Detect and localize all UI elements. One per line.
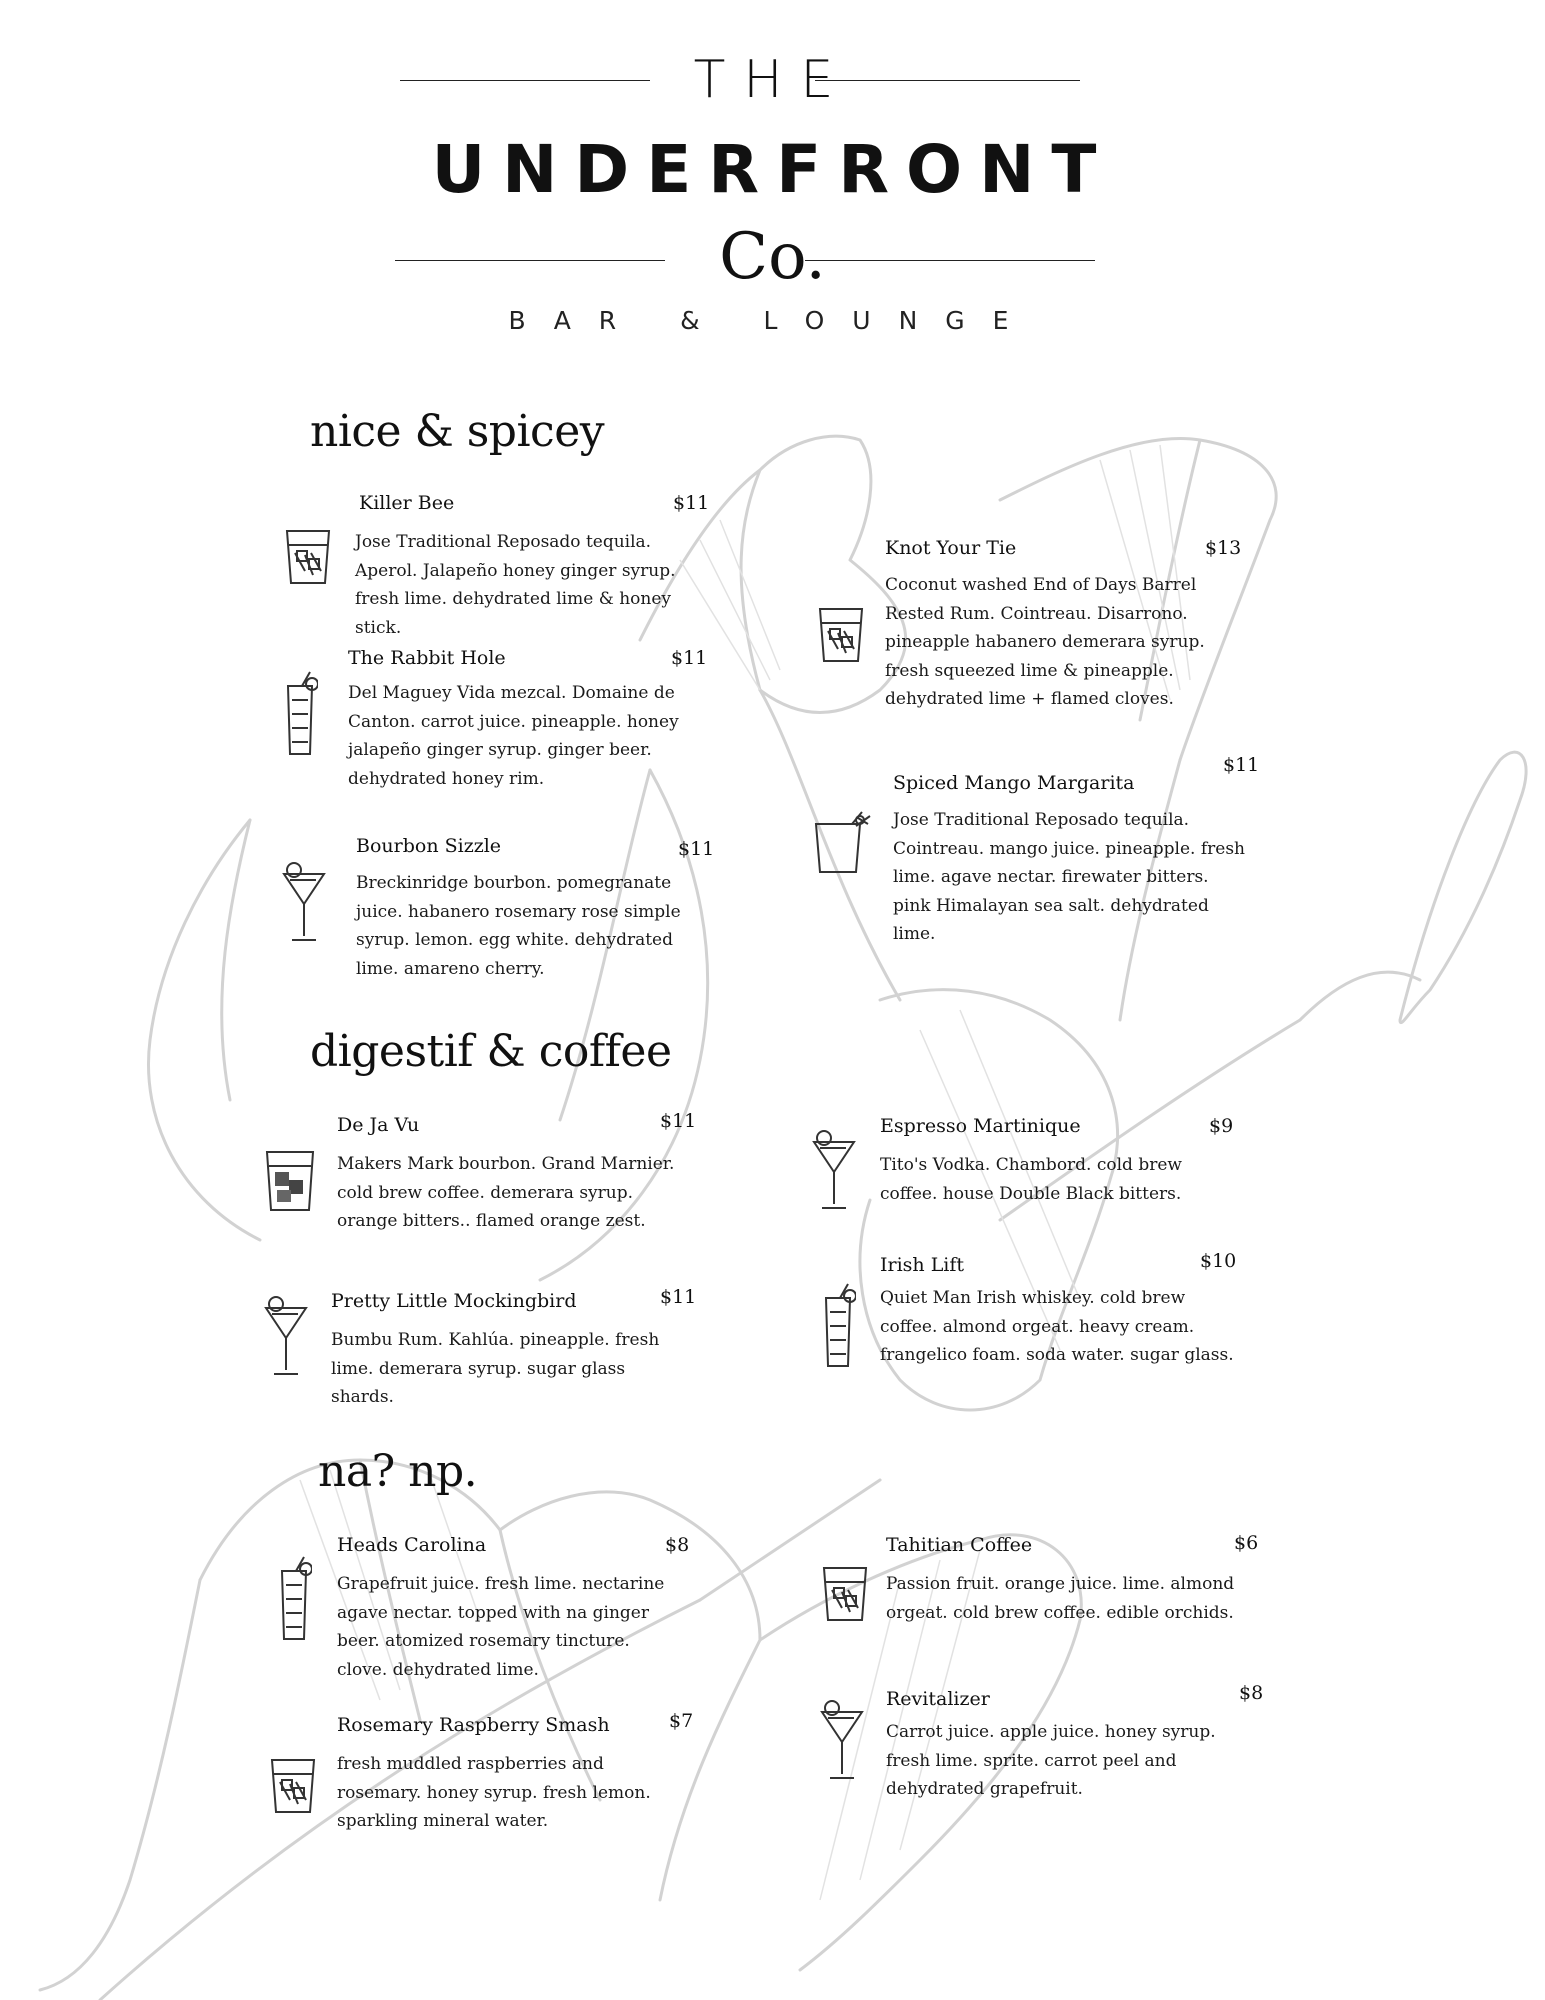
item-description: [885, 571, 1205, 714]
description-line: Coconut washed End of Days Barrel: [885, 575, 1197, 595]
menu-item-heads-carolina: [337, 1532, 717, 1682]
highball-glass-icon: [282, 670, 318, 758]
item-name: Knot Your Tie: [885, 537, 1017, 559]
item-description: [880, 1284, 1234, 1370]
item-price: $7: [669, 1710, 694, 1732]
section-title-na-np: na? np.: [318, 1446, 478, 1497]
item-name: Bourbon Sizzle: [356, 835, 502, 857]
description-line: rosemary. honey syrup. fresh lemon.: [337, 1782, 651, 1803]
description-line: orange bitters.. flamed orange zest.: [337, 1211, 646, 1232]
old-fashioned-ice-icon: [263, 1148, 317, 1214]
highball-glass-icon: [276, 1555, 312, 1643]
item-name: Heads Carolina: [337, 1534, 487, 1556]
item-name: Espresso Martinique: [880, 1115, 1081, 1137]
description-line: coffee. house Double Black bitters.: [880, 1183, 1182, 1204]
description-line: orgeat. cold brew coffee. edible orchids.: [886, 1602, 1234, 1623]
item-description: [337, 1570, 664, 1684]
item-price: $8: [665, 1534, 690, 1556]
martini-glass-icon: [280, 862, 328, 944]
description-line: cold brew coffee. demerara syrup.: [337, 1182, 634, 1203]
highball-glass-icon: [820, 1282, 856, 1370]
brand-subtitle: BAR & LOUNGE: [508, 306, 1037, 335]
tumbler-garnish-icon: [812, 808, 874, 876]
brand-co: Co.: [719, 220, 826, 294]
description-line: shards.: [331, 1387, 394, 1408]
menu-item-rosemary-raspberry-smash: [337, 1712, 717, 1852]
item-name: Killer Bee: [359, 492, 455, 514]
menu-item-pretty-little-mockingbird: [331, 1288, 711, 1428]
description-line: lime. amareno cherry.: [356, 958, 545, 979]
item-price: $10: [1200, 1250, 1237, 1272]
item-name: De Ja Vu: [337, 1114, 420, 1136]
menu-item-espresso-martinique: [880, 1113, 1260, 1213]
item-name: Irish Lift: [880, 1254, 965, 1276]
description-line: fresh lime. sprite. carrot peel and: [886, 1750, 1177, 1771]
brand-the: THE: [693, 50, 852, 110]
description-line: fresh squeezed lime & pineapple.: [885, 660, 1174, 681]
rocks-glass-icon: [283, 525, 333, 589]
item-price: $6: [1234, 1532, 1259, 1554]
item-description: [348, 679, 679, 793]
item-price: $11: [660, 1110, 697, 1132]
item-description: [337, 1150, 674, 1236]
description-line: beer. atomized rosemary tincture.: [337, 1631, 630, 1652]
item-description: [886, 1570, 1234, 1627]
item-description: [355, 528, 676, 642]
description-line: Aperol. Jalapeño honey ginger syrup.: [355, 560, 676, 581]
description-line: Rested Rum. Cointreau. Disarrono.: [885, 603, 1188, 624]
menu-item-tahitian-coffee: [886, 1532, 1286, 1632]
description-line: syrup. lemon. egg white. dehydrated: [356, 930, 673, 951]
item-name: Revitalizer: [886, 1688, 990, 1710]
description-line: Bumbu Rum. Kahlúa. pineapple. fresh: [331, 1330, 660, 1350]
description-line: dehydrated lime + flamed cloves.: [885, 689, 1174, 710]
item-price: $13: [1205, 537, 1242, 559]
item-description: [893, 806, 1245, 949]
description-line: Grapefruit juice. fresh lime. nectarine: [337, 1574, 665, 1594]
description-line: frangelico foam. soda water. sugar glass.: [880, 1345, 1234, 1366]
description-line: Del Maguey Vida mezcal. Domaine de: [348, 683, 675, 703]
item-price: $8: [1239, 1682, 1264, 1704]
description-line: clove. dehydrated lime.: [337, 1659, 539, 1680]
martini-glass-icon: [262, 1296, 310, 1378]
description-line: jalapeño ginger syrup. ginger beer.: [348, 740, 652, 761]
description-line: pink Himalayan sea salt. dehydrated: [893, 895, 1209, 916]
item-name: Pretty Little Mockingbird: [331, 1290, 577, 1312]
description-line: Jose Traditional Reposado tequila.: [355, 532, 652, 552]
item-description: [886, 1718, 1216, 1804]
item-name: Spiced Mango Margarita: [893, 772, 1135, 794]
description-line: coffee. almond orgeat. heavy cream.: [880, 1316, 1195, 1337]
martini-glass-icon: [810, 1130, 858, 1212]
menu-item-killer-bee: [355, 490, 715, 640]
item-price: $11: [660, 1286, 697, 1308]
description-line: Breckinridge bourbon. pomegranate: [356, 873, 672, 893]
section-title-nice-spicey: nice & spicey: [310, 406, 605, 457]
description-line: agave nectar. topped with na ginger: [337, 1602, 649, 1623]
description-line: Quiet Man Irish whiskey. cold brew: [880, 1288, 1186, 1308]
item-description: [356, 869, 681, 983]
description-line: stick.: [355, 617, 402, 638]
martini-glass-icon: [818, 1700, 866, 1782]
description-line: pineapple habanero demerara syrup.: [885, 632, 1205, 653]
item-description: [337, 1750, 651, 1836]
rocks-glass-icon: [816, 603, 866, 667]
item-price: $11: [673, 492, 710, 514]
description-line: lime. agave nectar. firewater bitters.: [893, 867, 1209, 888]
description-line: lime.: [893, 924, 936, 945]
item-price: $11: [671, 647, 708, 669]
item-name: Rosemary Raspberry Smash: [337, 1714, 610, 1736]
item-price: $11: [678, 838, 715, 860]
description-line: Jose Traditional Reposado tequila.: [893, 810, 1190, 830]
brand-name: UNDERFRONT: [431, 131, 1114, 208]
description-line: Cointreau. mango juice. pineapple. fresh: [893, 838, 1245, 859]
item-price: $9: [1209, 1115, 1234, 1137]
item-name: Tahitian Coffee: [886, 1534, 1033, 1556]
description-line: Makers Mark bourbon. Grand Marnier.: [337, 1154, 675, 1174]
description-line: dehydrated grapefruit.: [886, 1779, 1083, 1800]
section-title-digestif-coffee: digestif & coffee: [310, 1026, 672, 1077]
description-line: juice. habanero rosemary rose simple: [356, 901, 681, 922]
menu-item-de-ja-vu: [337, 1112, 717, 1252]
menu-item-knot-your-tie: [885, 535, 1265, 715]
rocks-glass-icon: [820, 1562, 870, 1626]
description-line: lime. demerara syrup. sugar glass: [331, 1358, 626, 1379]
menu-item-bourbon-sizzle: [356, 833, 726, 983]
item-description: [880, 1151, 1182, 1208]
description-line: fresh muddled raspberries and: [337, 1754, 604, 1774]
description-line: Carrot juice. apple juice. honey syrup.: [886, 1722, 1216, 1742]
description-line: dehydrated honey rim.: [348, 768, 545, 789]
item-price: $11: [1223, 754, 1260, 776]
menu-item-irish-lift: [880, 1252, 1280, 1372]
description-line: Tito's Vodka. Chambord. cold brew: [880, 1155, 1182, 1175]
description-line: fresh lime. dehydrated lime & honey: [355, 589, 672, 610]
menu-item-the-rabbit-hole: [348, 645, 718, 795]
description-line: sparkling mineral water.: [337, 1811, 549, 1832]
description-line: Canton. carrot juice. pineapple. honey: [348, 711, 679, 732]
menu-item-revitalizer: [886, 1682, 1286, 1816]
description-line: Passion fruit. orange juice. lime. almond: [886, 1574, 1235, 1594]
menu-item-spiced-mango-margarita: [893, 754, 1283, 948]
rocks-glass-icon: [268, 1754, 318, 1818]
item-description: [331, 1326, 659, 1412]
item-name: The Rabbit Hole: [348, 647, 506, 669]
